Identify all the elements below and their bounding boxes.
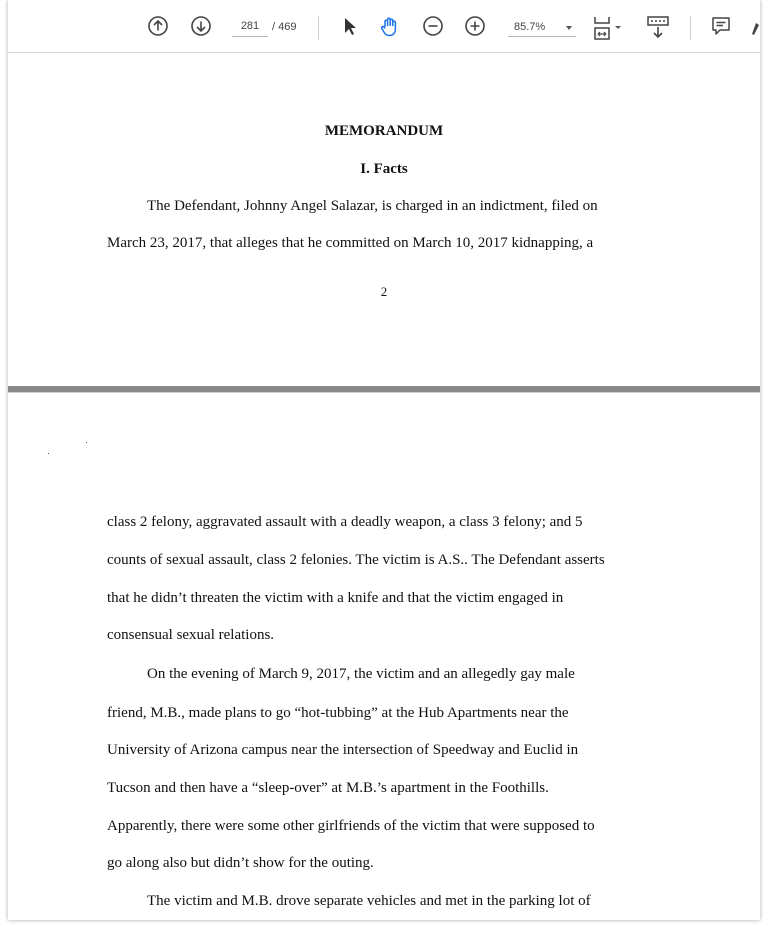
scroll-mode-button[interactable]	[646, 15, 670, 41]
paragraph-line: go along also but didn’t show for the outing.	[107, 855, 374, 871]
section-heading: I. Facts	[360, 161, 408, 177]
paragraph-line: that he didn’t threaten the victim with a knife and that the victim engaged in	[107, 590, 564, 606]
page-fit-button[interactable]	[592, 15, 624, 41]
document-view[interactable]	[8, 53, 760, 920]
zoom-out-button[interactable]	[422, 15, 444, 37]
comment-icon	[710, 15, 732, 37]
paragraph-line: On the evening of March 9, 2017, the victim and an allegedly gay male	[147, 666, 575, 682]
hand-tool-button[interactable]	[378, 15, 402, 39]
page-fit-icon	[592, 15, 624, 41]
toolbar	[8, 0, 760, 53]
toolbar-separator	[690, 16, 691, 40]
zoom-level-value: 85.7%	[514, 21, 546, 33]
zoom-level-dropdown[interactable]	[508, 20, 576, 37]
paragraph-line: Apparently, there were some other girlfriends of the victim that were supposed to	[107, 818, 595, 834]
paragraph-line: University of Arizona campus near the intersection of Speedway and Euclid in	[107, 742, 579, 758]
memorandum-title: MEMORANDUM	[324, 123, 444, 139]
zoom-in-button[interactable]	[464, 15, 486, 37]
paragraph-line: class 2 felony, aggravated assault with a deadly weapon, a class 3 felony; and 5	[107, 514, 583, 530]
zoom-out-icon	[422, 15, 444, 37]
scroll-mode-icon	[646, 15, 670, 41]
draw-button[interactable]	[750, 19, 760, 37]
comment-button[interactable]	[710, 15, 732, 37]
toolbar-separator	[318, 16, 319, 40]
pointer-icon	[340, 15, 360, 37]
arrow-up-circle-icon	[147, 15, 169, 37]
pdf-viewer-window	[8, 0, 760, 920]
previous-page-button[interactable]	[147, 15, 169, 37]
page-divider-edge	[8, 392, 760, 393]
pen-icon	[750, 19, 760, 37]
select-tool-button[interactable]	[340, 15, 360, 37]
scan-speck	[48, 453, 49, 454]
page-number-footer: 2	[380, 284, 388, 299]
paragraph-line: The Defendant, Johnny Angel Salazar, is charged in an indictment, filed on	[147, 198, 598, 214]
scan-speck	[86, 442, 87, 443]
paragraph-line: consensual sexual relations.	[107, 627, 275, 643]
paragraph-line: friend, M.B., made plans to go “hot-tubbing” at the Hub Apartments near the	[107, 705, 569, 721]
paragraph-line: counts of sexual assault, class 2 felonies. The victim is A.S.. The Defendant asserts	[107, 552, 605, 568]
paragraph-line: The victim and M.B. drove separate vehicles and met in the parking lot of	[147, 893, 591, 909]
arrow-down-circle-icon	[190, 15, 212, 37]
zoom-in-icon	[464, 15, 486, 37]
page-number-input[interactable]: 281	[232, 20, 268, 37]
paragraph-line: March 23, 2017, that alleges that he committed on March 10, 2017 kidnapping, a	[107, 235, 594, 251]
hand-icon	[378, 15, 402, 39]
next-page-button[interactable]	[190, 15, 212, 37]
page-total-label: / 469	[272, 21, 297, 33]
chevron-down-icon	[566, 26, 572, 30]
paragraph-line: Tucson and then have a “sleep-over” at M.B.’s apartment in the Foothills.	[107, 780, 549, 796]
